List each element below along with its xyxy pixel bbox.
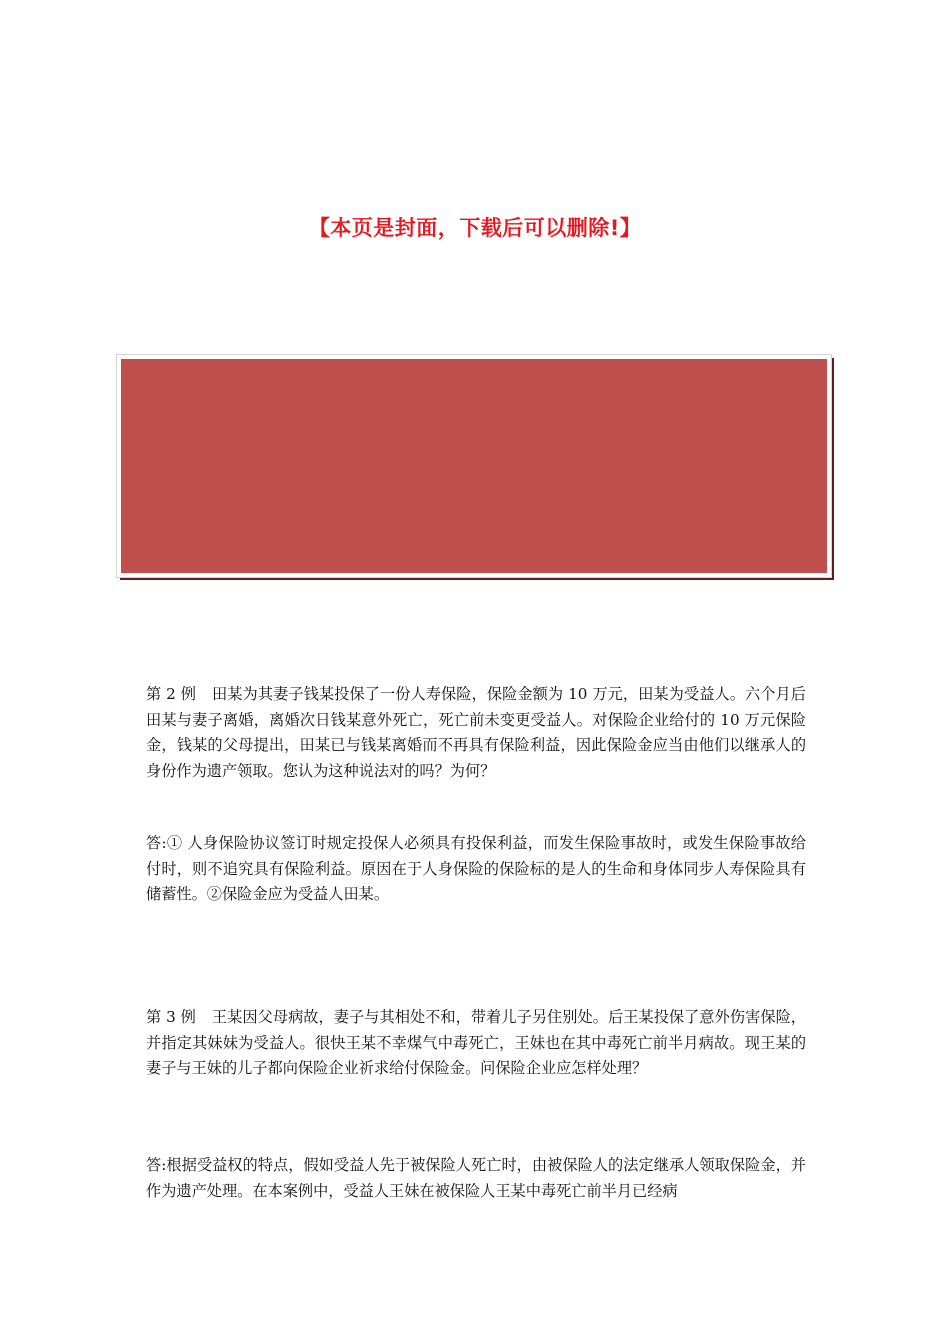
case-3-paragraph xyxy=(146,1005,806,1082)
case-3-label: 第 3 例 xyxy=(146,1008,196,1026)
case-2-text: 田某为其妻子钱某投保了一份人寿保险，保险金额为 10 万元，田某为受益人。六个月后田某与妻子离婚，离婚次日钱某意外死亡，死亡前未变更受益人。对保险企业给付的 10 万元保险金，钱某的父母提出，田某已与钱某离婚而不再具有保险利益，因此保险金应当由他们以继承人的身份作为遗产领取。您认为这种说法对的吗？为何？ xyxy=(146,685,806,780)
cover-banner xyxy=(117,355,831,577)
cover-notice: 【本页是封面，下载后可以删除!】 xyxy=(308,216,642,240)
case-2-paragraph xyxy=(146,682,806,784)
case-3-text: 王某因父母病故，妻子与其相处不和，带着儿子另住别处。后王某投保了意外伤害保险，并指定其妹妹为受益人。很快王某不幸煤气中毒死亡，王妹也在其中毒死亡前半月病故。现王某的妻子与王妹的儿子都向保险企业祈求给付保险金。问保险企业应怎样处理？ xyxy=(146,1008,806,1077)
answer-2-paragraph: 答:① 人身保险协议签订时规定投保人必须具有投保利益，而发生保险事故时，或发生保险事故给付时，则不追究具有保险利益。原因在于人身保险的保险标的是人的生命和身体同步人寿保险具有储蓄性。②保险金应为受益人田某。 xyxy=(146,834,806,903)
answer-3-paragraph: 答:根据受益权的特点，假如受益人先于被保险人死亡时，由被保险人的法定继承人领取保险金，并作为遗产处理。在本案例中，受益人王妹在被保险人王某中毒死亡前半月已经病 xyxy=(146,1156,806,1200)
case-2-label: 第 2 例 xyxy=(146,685,197,703)
